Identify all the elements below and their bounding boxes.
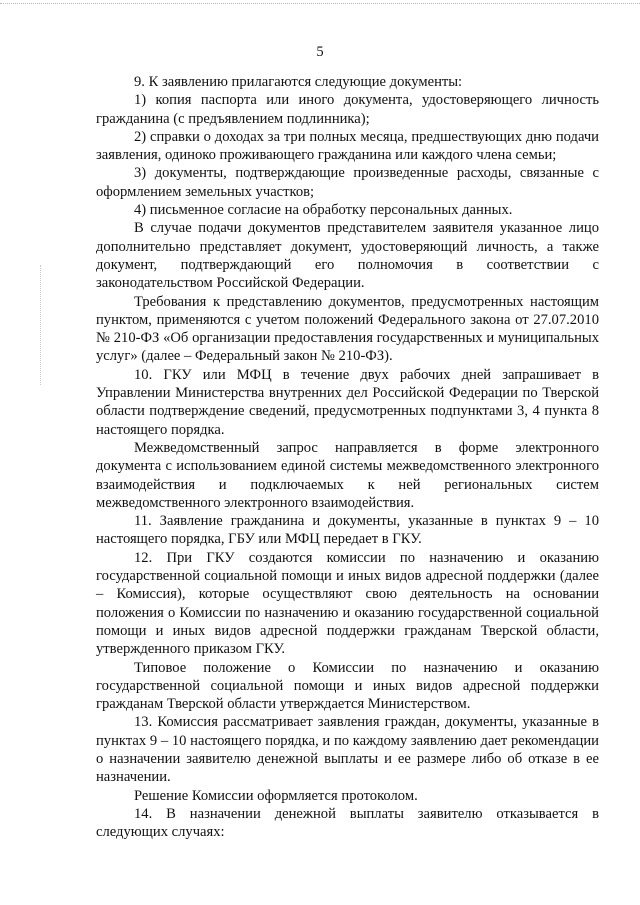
paragraph-subitem-2: 2) справки о доходах за три полных месяца, предшествующих дню подачи заявления, одиноко проживающего гражданина или каждого члена семьи; (96, 128, 599, 164)
paragraph-item-14: 14. В назначении денежной выплаты заявителю отказывается в следующих случаях: (96, 805, 599, 841)
paragraph-commission-decision: Решение Комиссии оформляется протоколом. (134, 787, 418, 804)
document-body (96, 73, 599, 841)
paragraph-item-12: 12. При ГКУ создаются комиссии по назначению и оказанию государственной социальной помощи и иных видов адресной поддержки (далее – Комиссия), которые осуществляют свою деятельность на основании положения о Комиссии по назначению и оказанию государственной социальной помощи и иных видов адресной поддержки гражданам Тверской области, утвержденного приказом ГКУ. (96, 549, 599, 658)
paragraph-typical-regulation: Типовое положение о Комиссии по назначению и оказанию государственной социальной помощи и иных видов адресной поддержки гражданам Тверской области утверждается Министерством. (96, 659, 599, 713)
paragraph-requirements: Требования к представлению документов, предусмотренных настоящим пунктом, применяются с учетом положений Федерального закона от 27.07.2010 № 210-ФЗ «Об организации предоставления государственных и муниципальных услуг» (далее – Федеральный закон № 210-ФЗ). (96, 293, 599, 365)
scan-margin-mark (40, 265, 42, 385)
paragraph-item-11: 11. Заявление гражданина и документы, указанные в пунктах 9 – 10 настоящего порядка, ГБУ или МФЦ передает в ГКУ. (96, 513, 599, 548)
paragraph-subitem-4: 4) письменное согласие на обработку персональных данных. (134, 202, 513, 219)
paragraph-interagency-request: Межведомственный запрос направляется в форме электронного документа с использованием единой системы межведомственного электронного взаимодействия и подключаемых к ней региональных систем межведомственного электронного взаимодействия. (96, 439, 599, 511)
paragraph-representative: В случае подачи документов представителем заявителя указанное лицо дополнительно представляет документ, удостоверяющий личность, а также документ, подтверждающий его полномочия в соответствии с законодательством Российской Федерации. (96, 220, 599, 292)
scan-edge-line (0, 3, 640, 4)
paragraph-subitem-3: 3) документы, подтверждающие произведенные расходы, связанные с оформлением земельных участков; (96, 165, 599, 200)
page-number: 5 (316, 44, 324, 60)
paragraph-subitem-1: 1) копия паспорта или иного документа, удостоверяющего личность гражданина (с предъявлением подлинника); (96, 92, 599, 127)
paragraph-item-9: 9. К заявлению прилагаются следующие документы: (134, 74, 463, 90)
paragraph-item-10: 10. ГКУ или МФЦ в течение двух рабочих дней запрашивает в Управлении Министерства внутренних дел Российской Федерации по Тверской области подтверждение сведений, предусмотренных подпунктами 3, 4 пункта 8 настоящего порядка. (96, 366, 599, 438)
paragraph-item-13: 13. Комиссия рассматривает заявления граждан, документы, указанные в пунктах 9 – 10 настоящего порядка, и по каждому заявлению дает рекомендации о назначении заявителю денежной выплаты и ее размере либо об отказе в ее назначении. (96, 714, 599, 786)
